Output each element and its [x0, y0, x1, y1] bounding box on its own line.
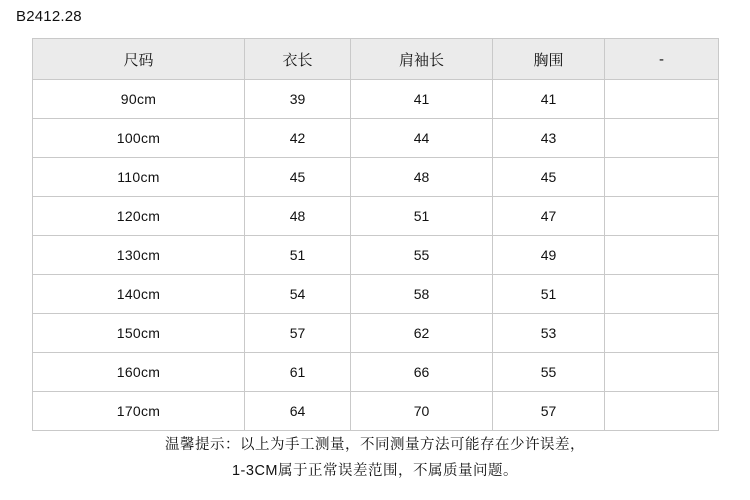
column-header-extra: - [605, 39, 719, 80]
cell-length: 39 [245, 80, 351, 119]
table-row [33, 392, 719, 431]
cell-chest: 57 [493, 392, 605, 431]
cell-size: 110cm [33, 158, 245, 197]
cell-chest: 49 [493, 236, 605, 275]
cell-size: 100cm [33, 119, 245, 158]
cell-extra [605, 158, 719, 197]
column-header-length: 衣长 [245, 39, 351, 80]
table-row [33, 197, 719, 236]
note-line-1: 温馨提示：以上为手工测量，不同测量方法可能存在少许误差， [165, 437, 585, 453]
column-header-sleeve: 肩袖长 [351, 39, 493, 80]
cell-length: 57 [245, 314, 351, 353]
column-header-chest: 胸围 [493, 39, 605, 80]
table-header-row [33, 39, 719, 80]
cell-extra [605, 353, 719, 392]
cell-size: 120cm [33, 197, 245, 236]
table-row [33, 275, 719, 314]
size-table-container [32, 38, 718, 431]
note-line-2: 1-3CM属于正常误差范围，不属质量问题。 [231, 463, 518, 479]
table-body [33, 80, 719, 431]
cell-size: 130cm [33, 236, 245, 275]
cell-sleeve: 44 [351, 119, 493, 158]
cell-extra [605, 314, 719, 353]
cell-extra [605, 392, 719, 431]
cell-length: 61 [245, 353, 351, 392]
cell-sleeve: 41 [351, 80, 493, 119]
cell-size: 170cm [33, 392, 245, 431]
cell-size: 150cm [33, 314, 245, 353]
table-row [33, 353, 719, 392]
cell-sleeve: 62 [351, 314, 493, 353]
cell-extra [605, 119, 719, 158]
cell-extra [605, 80, 719, 119]
cell-extra [605, 236, 719, 275]
table-row [33, 80, 719, 119]
measurement-notes [0, 432, 750, 484]
cell-length: 48 [245, 197, 351, 236]
table-row [33, 314, 719, 353]
cell-extra [605, 275, 719, 314]
product-code: B2412.28 [16, 8, 82, 25]
cell-chest: 55 [493, 353, 605, 392]
cell-length: 42 [245, 119, 351, 158]
cell-size: 160cm [33, 353, 245, 392]
cell-length: 45 [245, 158, 351, 197]
cell-sleeve: 70 [351, 392, 493, 431]
table-row [33, 119, 719, 158]
table-row [33, 158, 719, 197]
cell-sleeve: 55 [351, 236, 493, 275]
cell-sleeve: 66 [351, 353, 493, 392]
cell-sleeve: 51 [351, 197, 493, 236]
cell-chest: 45 [493, 158, 605, 197]
cell-length: 54 [245, 275, 351, 314]
table-header [33, 39, 719, 80]
cell-sleeve: 58 [351, 275, 493, 314]
cell-sleeve: 48 [351, 158, 493, 197]
cell-chest: 41 [493, 80, 605, 119]
cell-extra [605, 197, 719, 236]
cell-chest: 47 [493, 197, 605, 236]
cell-size: 140cm [33, 275, 245, 314]
cell-chest: 43 [493, 119, 605, 158]
table-row [33, 236, 719, 275]
size-table [32, 38, 719, 431]
cell-size: 90cm [33, 80, 245, 119]
column-header-size: 尺码 [33, 39, 245, 80]
cell-length: 64 [245, 392, 351, 431]
cell-chest: 53 [493, 314, 605, 353]
cell-length: 51 [245, 236, 351, 275]
cell-chest: 51 [493, 275, 605, 314]
